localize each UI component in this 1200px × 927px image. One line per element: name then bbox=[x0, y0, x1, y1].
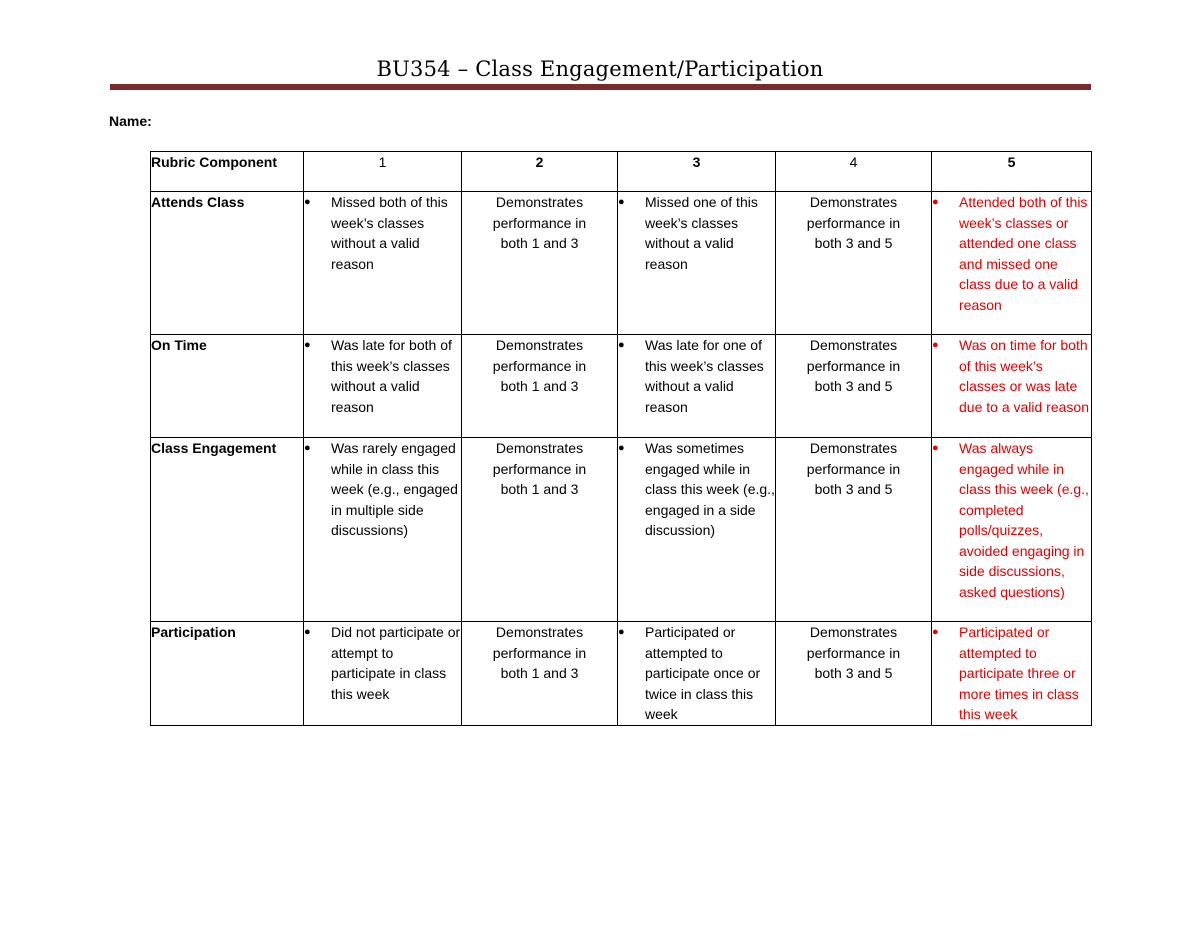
cell-text: Demonstrates performance in both 3 and 5 bbox=[806, 194, 901, 251]
table-header-row bbox=[151, 152, 1092, 192]
cell-text: Missed both of this week’s classes without a valid reason bbox=[331, 194, 448, 272]
component-class-engagement: Class Engagement bbox=[151, 438, 304, 622]
cell-text: Demonstrates performance in both 3 and 5 bbox=[806, 337, 901, 394]
cell-score-2 bbox=[462, 438, 618, 622]
cell-text: Missed one of this week’s classes without a valid reason bbox=[645, 194, 758, 272]
cell-score-4 bbox=[776, 192, 932, 335]
bullet-icon: ● bbox=[618, 442, 625, 454]
cell-score-1 bbox=[304, 622, 462, 726]
cell-text: Was late for one of this week’s classes without a valid reason bbox=[645, 337, 764, 415]
cell-score-5 bbox=[932, 335, 1092, 438]
cell-text: Attended both of this week’s classes or attended one class and missed one class due to a valid reason bbox=[959, 194, 1088, 313]
cell-score-3 bbox=[618, 622, 776, 726]
cell-score-5 bbox=[932, 438, 1092, 622]
cell-text: Was sometimes engaged while in class this week (e.g., engaged in a side discussion) bbox=[645, 440, 775, 538]
cell-score-2 bbox=[462, 335, 618, 438]
cell-text: Participated or attempted to participate three or more times in class this week bbox=[959, 624, 1079, 722]
name-label: Name: bbox=[109, 113, 152, 129]
document-title: BU354 – Class Engagement/Participation bbox=[376, 57, 824, 81]
cell-text: Was always engaged while in class this week (e.g., completed polls/quizzes, avoided engaging in side discussions, asked questions) bbox=[959, 440, 1089, 600]
cell-score-2 bbox=[462, 192, 618, 335]
title-divider bbox=[110, 84, 1091, 90]
bullet-icon: ● bbox=[618, 196, 625, 208]
cell-text: Demonstrates performance in both 1 and 3 bbox=[492, 440, 587, 497]
cell-score-1 bbox=[304, 438, 462, 622]
table-row bbox=[151, 438, 1092, 622]
component-on-time: On Time bbox=[151, 335, 304, 438]
cell-text: Did not participate or attempt to participate in class this week bbox=[331, 624, 461, 702]
cell-text: Demonstrates performance in both 1 and 3 bbox=[492, 337, 587, 394]
bullet-icon: ● bbox=[932, 442, 939, 454]
cell-score-3 bbox=[618, 192, 776, 335]
cell-score-5 bbox=[932, 192, 1092, 335]
cell-text: Demonstrates performance in both 3 and 5 bbox=[806, 440, 901, 497]
bullet-icon: ● bbox=[618, 339, 625, 351]
table-row bbox=[151, 335, 1092, 438]
cell-text: Was rarely engaged while in class this week (e.g., engaged in multiple side discussions) bbox=[331, 440, 458, 538]
header-rubric-component: Rubric Component bbox=[151, 152, 304, 192]
header-score-5: 5 bbox=[932, 152, 1092, 192]
cell-score-5 bbox=[932, 622, 1092, 726]
bullet-icon: ● bbox=[304, 442, 311, 454]
cell-text: Demonstrates performance in both 3 and 5 bbox=[806, 624, 901, 681]
cell-text: Demonstrates performance in both 1 and 3 bbox=[492, 624, 587, 681]
bullet-icon: ● bbox=[304, 339, 311, 351]
cell-text: Participated or attempted to participate once or twice in class this week bbox=[645, 624, 761, 722]
cell-score-4 bbox=[776, 622, 932, 726]
cell-score-3 bbox=[618, 438, 776, 622]
cell-score-4 bbox=[776, 438, 932, 622]
header-score-4: 4 bbox=[776, 152, 932, 192]
component-participation: Participation bbox=[151, 622, 304, 726]
component-attends-class: Attends Class bbox=[151, 192, 304, 335]
cell-score-2 bbox=[462, 622, 618, 726]
rubric-table bbox=[150, 151, 1092, 726]
cell-score-4 bbox=[776, 335, 932, 438]
cell-text: Was late for both of this week’s classes without a valid reason bbox=[331, 337, 452, 415]
header-score-3: 3 bbox=[618, 152, 776, 192]
cell-score-1 bbox=[304, 192, 462, 335]
cell-text: Demonstrates performance in both 1 and 3 bbox=[492, 194, 587, 251]
table-row bbox=[151, 192, 1092, 335]
header-score-1: 1 bbox=[304, 152, 462, 192]
table-row bbox=[151, 622, 1092, 726]
bullet-icon: ● bbox=[618, 626, 625, 638]
cell-score-1 bbox=[304, 335, 462, 438]
bullet-icon: ● bbox=[932, 196, 939, 208]
header-score-2: 2 bbox=[462, 152, 618, 192]
bullet-icon: ● bbox=[932, 626, 939, 638]
bullet-icon: ● bbox=[932, 339, 939, 351]
bullet-icon: ● bbox=[304, 196, 311, 208]
cell-score-3 bbox=[618, 335, 776, 438]
cell-text: Was on time for both of this week’s classes or was late due to a valid reason bbox=[959, 337, 1089, 415]
bullet-icon: ● bbox=[304, 626, 311, 638]
